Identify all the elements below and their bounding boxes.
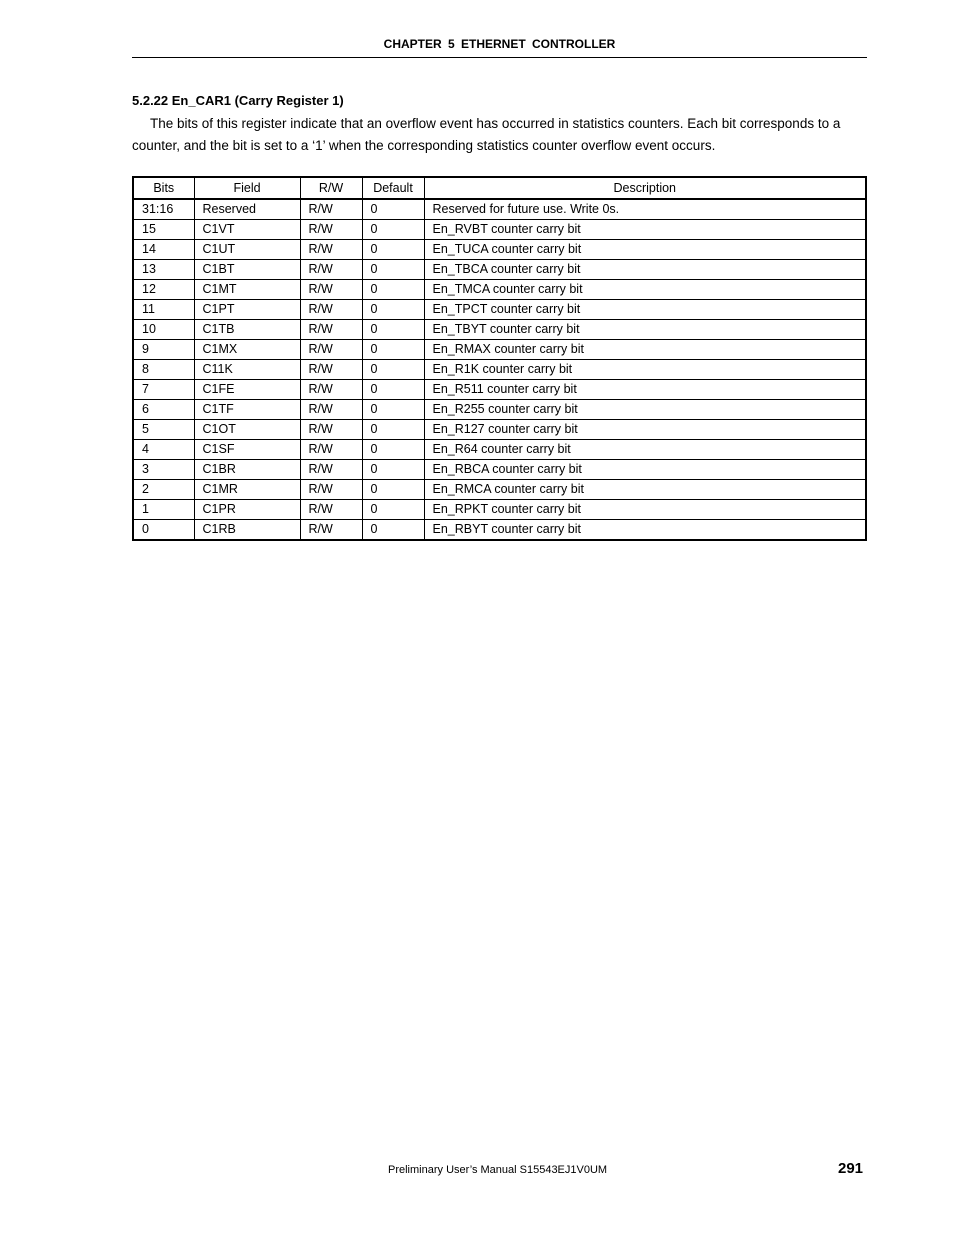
cell-field: C1PR <box>194 500 300 520</box>
cell-bits: 10 <box>133 320 194 340</box>
table-row <box>133 420 866 440</box>
cell-rw: R/W <box>300 480 362 500</box>
column-header-bits: Bits <box>133 177 194 199</box>
cell-default: 0 <box>362 400 424 420</box>
cell-description: En_RPKT counter carry bit <box>424 500 866 520</box>
cell-default: 0 <box>362 520 424 541</box>
cell-rw: R/W <box>300 280 362 300</box>
cell-default: 0 <box>362 260 424 280</box>
register-table <box>132 176 867 541</box>
cell-bits: 14 <box>133 240 194 260</box>
cell-rw: R/W <box>300 340 362 360</box>
table-row <box>133 360 866 380</box>
cell-rw: R/W <box>300 300 362 320</box>
cell-bits: 31:16 <box>133 199 194 220</box>
column-header-description: Description <box>424 177 866 199</box>
column-header-default: Default <box>362 177 424 199</box>
cell-default: 0 <box>362 240 424 260</box>
cell-bits: 0 <box>133 520 194 541</box>
cell-field: C1TB <box>194 320 300 340</box>
cell-rw: R/W <box>300 260 362 280</box>
table-row <box>133 400 866 420</box>
cell-description: En_R1K counter carry bit <box>424 360 866 380</box>
table-row <box>133 220 866 240</box>
chapter-header: CHAPTER 5 ETHERNET CONTROLLER <box>383 37 616 51</box>
cell-description: En_TBYT counter carry bit <box>424 320 866 340</box>
cell-field: C1SF <box>194 440 300 460</box>
cell-bits: 2 <box>133 480 194 500</box>
cell-rw: R/W <box>300 440 362 460</box>
cell-bits: 12 <box>133 280 194 300</box>
cell-rw: R/W <box>300 400 362 420</box>
cell-rw: R/W <box>300 500 362 520</box>
cell-rw: R/W <box>300 380 362 400</box>
cell-bits: 4 <box>133 440 194 460</box>
cell-rw: R/W <box>300 220 362 240</box>
cell-rw: R/W <box>300 520 362 541</box>
table-row <box>133 460 866 480</box>
cell-bits: 11 <box>133 300 194 320</box>
cell-default: 0 <box>362 360 424 380</box>
intro-paragraph: The bits of this register indicate that an overflow event has occurred in statistics counters. Each bit corresponds to a counter, and the bit is set to a ‘1’ when the corresponding statistics counter overflow event occurs. <box>132 116 841 153</box>
page-number: 291 <box>838 1160 864 1177</box>
cell-field: Reserved <box>194 199 300 220</box>
cell-field: C1BT <box>194 260 300 280</box>
cell-bits: 15 <box>133 220 194 240</box>
cell-bits: 6 <box>133 400 194 420</box>
cell-description: En_RVBT counter carry bit <box>424 220 866 240</box>
cell-description: En_R255 counter carry bit <box>424 400 866 420</box>
header-divider <box>132 57 867 58</box>
cell-rw: R/W <box>300 199 362 220</box>
table-row <box>133 380 866 400</box>
table-row <box>133 300 866 320</box>
table-row <box>133 280 866 300</box>
cell-rw: R/W <box>300 240 362 260</box>
table-row <box>133 320 866 340</box>
table-row <box>133 500 866 520</box>
table-row <box>133 240 866 260</box>
cell-field: C1MX <box>194 340 300 360</box>
cell-description: En_R64 counter carry bit <box>424 440 866 460</box>
cell-description: En_TBCA counter carry bit <box>424 260 866 280</box>
cell-default: 0 <box>362 199 424 220</box>
cell-description: En_TPCT counter carry bit <box>424 300 866 320</box>
table-row <box>133 520 866 541</box>
cell-default: 0 <box>362 480 424 500</box>
column-header-rw: R/W <box>300 177 362 199</box>
cell-description: En_RMAX counter carry bit <box>424 340 866 360</box>
cell-default: 0 <box>362 500 424 520</box>
cell-description: En_R127 counter carry bit <box>424 420 866 440</box>
cell-description: En_TMCA counter carry bit <box>424 280 866 300</box>
cell-field: C1VT <box>194 220 300 240</box>
cell-field: C1OT <box>194 420 300 440</box>
cell-rw: R/W <box>300 320 362 340</box>
cell-default: 0 <box>362 320 424 340</box>
cell-bits: 13 <box>133 260 194 280</box>
table-header-row <box>133 177 866 199</box>
section-title: 5.2.22 En_CAR1 (Carry Register 1) <box>132 93 344 108</box>
cell-field: C1RB <box>194 520 300 541</box>
table-row <box>133 260 866 280</box>
table-row <box>133 480 866 500</box>
cell-default: 0 <box>362 440 424 460</box>
footer-manual-id: Preliminary User’s Manual S15543EJ1V0UM <box>388 1164 608 1176</box>
cell-field: C1TF <box>194 400 300 420</box>
cell-bits: 7 <box>133 380 194 400</box>
cell-bits: 1 <box>133 500 194 520</box>
table-row <box>133 440 866 460</box>
cell-default: 0 <box>362 420 424 440</box>
column-header-field: Field <box>194 177 300 199</box>
cell-default: 0 <box>362 460 424 480</box>
table-row <box>133 199 866 220</box>
cell-default: 0 <box>362 220 424 240</box>
cell-default: 0 <box>362 300 424 320</box>
table-row <box>133 340 866 360</box>
cell-default: 0 <box>362 380 424 400</box>
cell-bits: 5 <box>133 420 194 440</box>
cell-description: En_RMCA counter carry bit <box>424 480 866 500</box>
cell-rw: R/W <box>300 360 362 380</box>
cell-bits: 8 <box>133 360 194 380</box>
cell-default: 0 <box>362 340 424 360</box>
cell-field: C1UT <box>194 240 300 260</box>
cell-description: En_RBYT counter carry bit <box>424 520 866 541</box>
cell-field: C11K <box>194 360 300 380</box>
cell-description: En_RBCA counter carry bit <box>424 460 866 480</box>
cell-description: En_R511 counter carry bit <box>424 380 866 400</box>
cell-rw: R/W <box>300 420 362 440</box>
cell-default: 0 <box>362 280 424 300</box>
cell-rw: R/W <box>300 460 362 480</box>
cell-field: C1PT <box>194 300 300 320</box>
cell-bits: 3 <box>133 460 194 480</box>
cell-field: C1MR <box>194 480 300 500</box>
cell-field: C1FE <box>194 380 300 400</box>
cell-bits: 9 <box>133 340 194 360</box>
cell-field: C1BR <box>194 460 300 480</box>
cell-field: C1MT <box>194 280 300 300</box>
cell-description: En_TUCA counter carry bit <box>424 240 866 260</box>
cell-description: Reserved for future use. Write 0s. <box>424 199 866 220</box>
